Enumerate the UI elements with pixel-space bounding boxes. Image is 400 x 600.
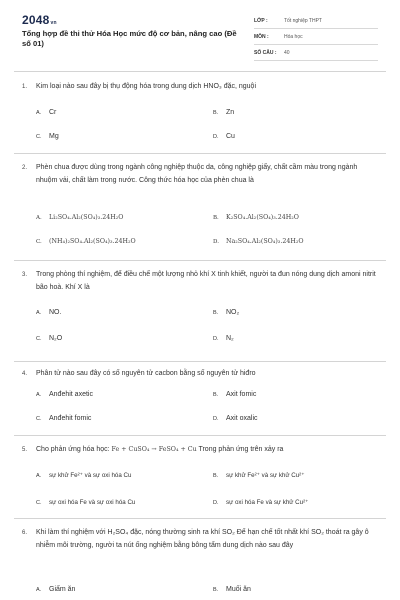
section-divider: [14, 71, 386, 72]
option-c[interactable]: [36, 499, 135, 506]
option-d[interactable]: [213, 133, 235, 140]
option-text: Cu: [226, 133, 235, 140]
question-divider: [14, 361, 386, 362]
option-b[interactable]: [213, 214, 299, 221]
option-letter: A.: [36, 473, 42, 479]
option-text: (NH₄)₂SO₄.Al₂(SO₄)₃.24H₂O: [49, 238, 136, 245]
info-row-subject: [254, 29, 378, 45]
option-a[interactable]: [36, 586, 75, 593]
option-letter: A.: [36, 392, 42, 398]
option-d[interactable]: [213, 415, 258, 422]
option-letter: D.: [213, 336, 219, 342]
question-3: [22, 269, 380, 359]
option-letter: C.: [36, 500, 42, 506]
question-text: Trong phòng thí nghiệm, để điều chế một lượng nhỏ khí X tinh khiết, người ta đun nóng dung dịch amoni nitrit bão hoà. Khí X là: [36, 271, 376, 291]
option-b[interactable]: [213, 391, 256, 398]
option-letter: C.: [36, 336, 42, 342]
option-letter: B.: [213, 392, 219, 398]
option-d[interactable]: [213, 335, 234, 342]
question-5: [22, 444, 380, 518]
option-letter: B.: [213, 215, 219, 221]
question-number: 4.: [22, 371, 28, 377]
exam-title: Tổng hợp đề thi thử Hóa Học mức độ cơ bản, nâng cao (Đề số 01): [22, 29, 237, 48]
question-number: 1.: [22, 84, 28, 90]
option-letter: C.: [36, 416, 42, 422]
option-c[interactable]: [36, 133, 59, 140]
option-letter: C.: [36, 134, 42, 140]
option-text: Cr: [49, 109, 57, 116]
info-key: MÔN :: [254, 34, 269, 40]
option-text: Giấm ăn: [49, 586, 76, 593]
option-text: Anđehit fomic: [49, 415, 92, 422]
info-key: LỚP :: [254, 18, 268, 24]
option-text: sự khử Fe²⁺ và sự khử Cu²⁺: [226, 472, 305, 479]
option-letter: B.: [213, 110, 219, 116]
option-a[interactable]: [36, 109, 56, 116]
question-4: [22, 368, 380, 432]
question-text-tail: Trong phản ứng trên xảy ra: [198, 446, 284, 453]
divider: [254, 60, 378, 61]
option-b[interactable]: [213, 109, 234, 116]
option-text: Muối ăn: [226, 586, 251, 593]
question-1: [22, 81, 380, 151]
option-b[interactable]: [213, 472, 304, 479]
option-letter: B.: [213, 587, 219, 593]
option-letter: D.: [213, 239, 219, 245]
logo-main: 2048: [22, 13, 50, 27]
option-letter: D.: [213, 500, 219, 506]
option-letter: B.: [213, 473, 219, 479]
info-value: Hóa học: [284, 34, 303, 40]
option-text: N₂: [226, 335, 234, 342]
option-a[interactable]: [36, 391, 93, 398]
info-value: Tốt nghiệp THPT: [284, 18, 322, 24]
option-text: NO₂: [226, 309, 240, 316]
question-2: [22, 162, 380, 258]
option-text: Mg: [49, 133, 59, 140]
question-text: Khi làm thí nghiệm với H₂SO₄ đặc, nóng thường sinh ra khí SO₂ Để hạn chế tốt nhất khí SO₂ thoát ra gây ô nhiễm môi trường, người ta nút ống nghiệm bằng bông tẩm dung dịch nào sau đây: [36, 529, 369, 549]
option-letter: A.: [36, 215, 42, 221]
option-d[interactable]: [213, 238, 304, 245]
option-text: Li₂SO₄.Al₂(SO₄)₃.24H₂O: [49, 214, 124, 221]
option-d[interactable]: [213, 499, 308, 506]
logo-suffix: vn: [50, 20, 57, 26]
option-letter: D.: [213, 134, 219, 140]
question-text: Cho phản ứng hóa học:: [36, 446, 110, 453]
option-text: N₂O: [49, 335, 63, 342]
option-c[interactable]: [36, 415, 91, 422]
question-divider: [14, 435, 386, 436]
option-letter: C.: [36, 239, 42, 245]
option-text: Zn: [226, 109, 235, 116]
option-a[interactable]: [36, 214, 123, 221]
option-a[interactable]: [36, 472, 131, 479]
page-header: [0, 0, 400, 70]
option-letter: A.: [36, 587, 42, 593]
question-number: 5.: [22, 447, 28, 453]
option-text: sự oxi hóa Fe và sự khử Cu²⁺: [226, 499, 309, 506]
option-c[interactable]: [36, 238, 136, 245]
option-text: Axit oxalic: [226, 415, 258, 422]
question-text: Phân tử nào sau đây có số nguyên tử cacbon bằng số nguyên tử hiđro: [36, 370, 256, 377]
info-row-class: [254, 13, 378, 29]
option-text: NO.: [49, 309, 62, 316]
question-divider: [14, 518, 386, 519]
reaction-equation: Fe + CuSO₄ → FeSO₄ + Cu: [111, 446, 197, 453]
option-letter: A.: [36, 110, 42, 116]
info-row-count: [254, 45, 378, 61]
question-divider: [14, 153, 386, 154]
option-text: sự oxi hóa Fe và sự oxi hóa Cu: [49, 499, 136, 506]
question-number: 2.: [22, 165, 28, 171]
option-b[interactable]: [213, 586, 251, 593]
question-text: Kim loại nào sau đây bị thụ động hóa trong dung dịch HNO₃ đặc, nguội: [36, 83, 256, 90]
option-text: Axit fomic: [226, 391, 257, 398]
question-number: 3.: [22, 272, 28, 278]
option-letter: B.: [213, 310, 219, 316]
option-text: Anđehit axetic: [49, 391, 93, 398]
question-divider: [14, 260, 386, 261]
option-text: Na₂SO₄.Al₂(SO₄)₃.24H₂O: [226, 238, 304, 245]
option-b[interactable]: [213, 309, 239, 316]
option-a[interactable]: [36, 309, 61, 316]
option-text: K₂SO₄.Al₂(SO₄)₃.24H₂O: [226, 214, 299, 221]
question-number: 6.: [22, 530, 28, 536]
option-letter: A.: [36, 310, 42, 316]
question-6: [22, 527, 380, 597]
option-text: sự khử Fe²⁺ và sự oxi hóa Cu: [49, 472, 132, 479]
info-value: 40: [284, 50, 290, 56]
option-c[interactable]: [36, 335, 62, 342]
info-key: SỐ CÂU :: [254, 50, 277, 56]
site-logo[interactable]: [22, 13, 57, 27]
question-text: Phèn chua được dùng trong ngành công nghiệp thuộc da, công nghiệp giấy, chất cầm màu trong ngành nhuộm vải, chất làm trong nước. Công thức hóa học của phèn chua là: [36, 164, 358, 184]
option-letter: D.: [213, 416, 219, 422]
